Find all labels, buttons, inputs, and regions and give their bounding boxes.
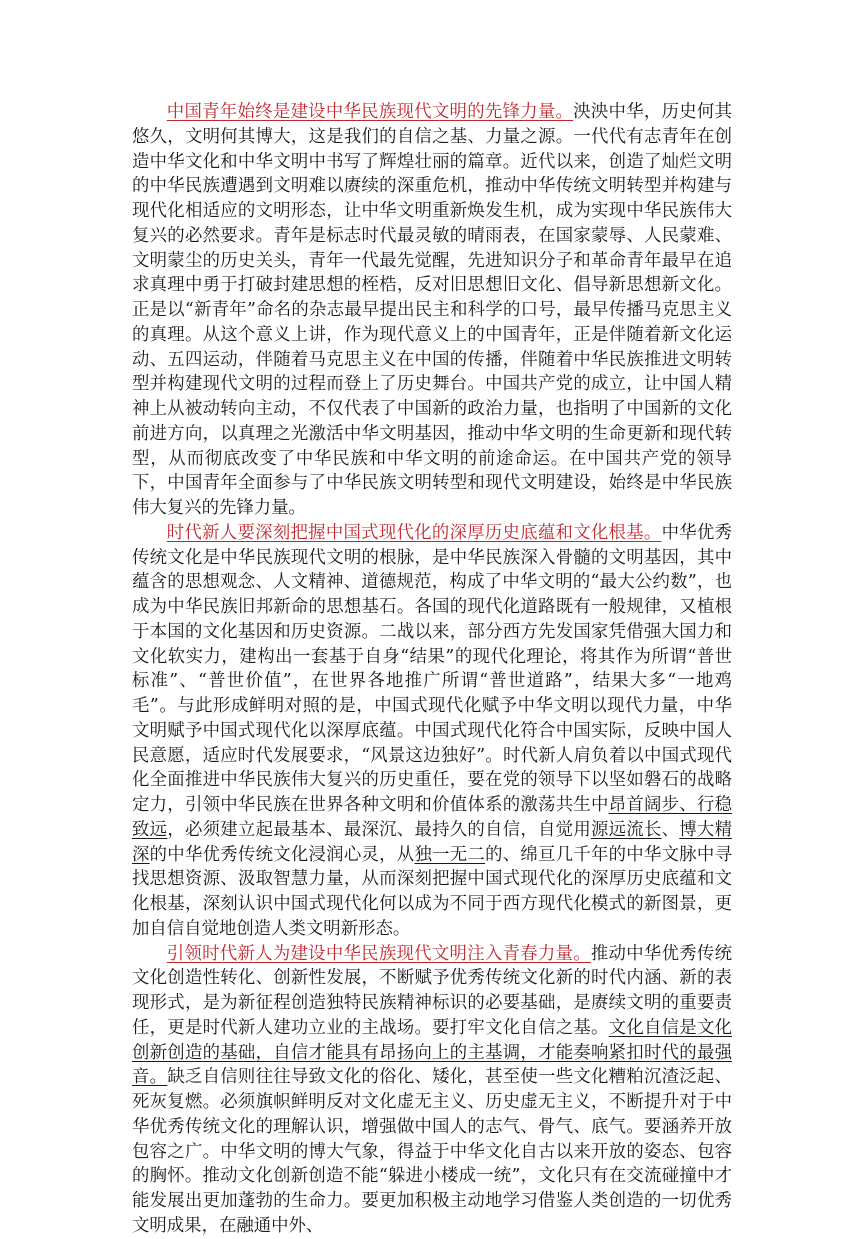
underlined-phrase: 博大精深 xyxy=(132,819,732,865)
paragraph-3-text: 推动中华优秀传统文化创造性转化、创新性发展，不断赋予优秀传统文化新的时代内涵、新的表现形式，是为新征程创造独特民族精神标识的必要基础，是赓续文明的重要责任，更是时代新人建功立业的主战场。要打牢文化自信之基。 xyxy=(132,943,732,1038)
underlined-phrase: 独一无二 xyxy=(414,844,486,865)
paragraph-2-text: 中华优秀传统文化是中华民族现代文明的根脉，是中华民族深入骨髓的文明基因，其中蕴含的思想观念、人文精神、道德规范，构成了中华文明的“最大公约数”，也成为中华民族旧邦新命的思想基石。各国的现代化道路既有一般规律，又植根于本国的文化基因和历史资源。二战以来，部分西方先发国家凭借强大国力和文化软实力，建构出一套基于自身“结果”的现代化理论，将其作为所谓“普世标准”、“普世价值”，在世界各地推广所谓“普世道路”，结果大多“一地鸡毛”。与此形成鲜明对照的是，中国式现代化赋予中华文明以现代力量，中华文明赋予中国式现代化以深厚底蕴。中国式现代化符合中国实际，反映中国人民意愿，适应时代发展要求，“风景这边独好”。时代新人肩负着以中国式现代化全面推进中华民族伟大复兴的历史重任，要在党的领导下以坚如磐石的战略定力，引领中华民族在世界各种文明和价值体系的激荡共生中 xyxy=(132,522,732,815)
paragraph-2-text: ，必须建立起最基本、最深沉、最持久的自信，自觉用 xyxy=(167,819,591,840)
paragraph-2-heading: 时代新人要深刻把握中国式现代化的深厚历史底蕴和文化根基。 xyxy=(166,522,662,543)
paragraph-3 xyxy=(132,942,732,1239)
paragraph-2-text: 的中华优秀传统文化浸润心灵，从 xyxy=(149,844,415,865)
underlined-phrase: 昂首阔步、行稳致远 xyxy=(132,795,732,840)
paragraph-3-heading: 引领时代新人为建设中华民族现代文明注入青春力量。 xyxy=(166,943,591,964)
underlined-phrase: 源远流长 xyxy=(590,819,662,840)
paragraph-2 xyxy=(132,521,732,942)
paragraph-2-text: 、 xyxy=(661,819,680,840)
paragraph-1-text: 泱泱中华，历史何其悠久，文明何其博大，这是我们的自信之基、力量之源。一代代有志青年在创造中华文化和中华文明中书写了辉煌壮丽的篇章。近代以来，创造了灿烂文明的中华民族遭遇到文明难以赓续的深重危机，推动中华传统文明转型并构建与现代化相适应的文明形态，让中华文明重新焕发生机，成为实现中华民族伟大复兴的必然要求。青年是标志时代最灵敏的晴雨表，在国家蒙辱、人民蒙难、文明蒙尘的历史关头，青年一代最先觉醒，先进知识分子和革命青年最早在追求真理中勇于打破封建思想的桎梏，反对旧思想旧文化、倡导新思想新文化。正是以“新青年”命名的杂志最早提出民主和科学的口号，最早传播马克思主义的真理。从这个意义上讲，作为现代意义上的中国青年，正是伴随着新文化运动、五四运动，伴随着马克思主义在中国的传播，伴随着中华民族推进文明转型并构建现代文明的过程而登上了历史舞台。中国共产党的成立，让中国人精神上从被动转向主动，不仅代表了中国新的政治力量，也指明了中国新的文化前进方向，以真理之光激活中华文明基因，推动中华文明的生命更新和现代转型，从而彻底改变了中华民族和中华文明的前途命运。在中国共产党的领导下，中国青年全面参与了中华民族文明转型和现代文明建设，始终是中华民族伟大复兴的先锋力量。 xyxy=(132,102,732,518)
paragraph-1 xyxy=(132,100,732,521)
paragraph-2-text: 的、绵亘几千年的中华文脉中寻找思想资源、汲取智慧力量，从而深刻把握中国式现代化的深厚历史底蕴和文化根基，深刻认识中国式现代化何以成为不同于西方现代化模式的新图景，更加自信自觉地创造人类文明新形态。 xyxy=(132,844,732,939)
document-body xyxy=(132,100,732,1239)
paragraph-1-heading: 中国青年始终是建设中华民族现代文明的先锋力量。 xyxy=(166,102,574,122)
underlined-sentence: 文化自信是文化创新创造的基础，自信才能具有昂扬向上的主基调，才能奏响紧扣时代的最强音。 xyxy=(132,1017,732,1088)
paragraph-3-text: 缺乏自信则往往导致文化的俗化、矮化，甚至使一些文化糟粕沉渣泛起、死灰复燃。必须旗帜鲜明反对文化虚无主义、历史虚无主义，不断提升对于中华优秀传统文化的理解认识，增强做中国人的志气、骨气、底气。要涵养开放包容之广。中华文明的博大气象，得益于中华文化自古以来开放的姿态、包容的胸怀。推动文化创新创造不能“躲进小楼成一统”，文化只有在交流碰撞中才能发展出更加蓬勃的生命力。要更加积极主动地学习借鉴人类创造的一切优秀文明成果，在融通中外、 xyxy=(132,1067,732,1236)
